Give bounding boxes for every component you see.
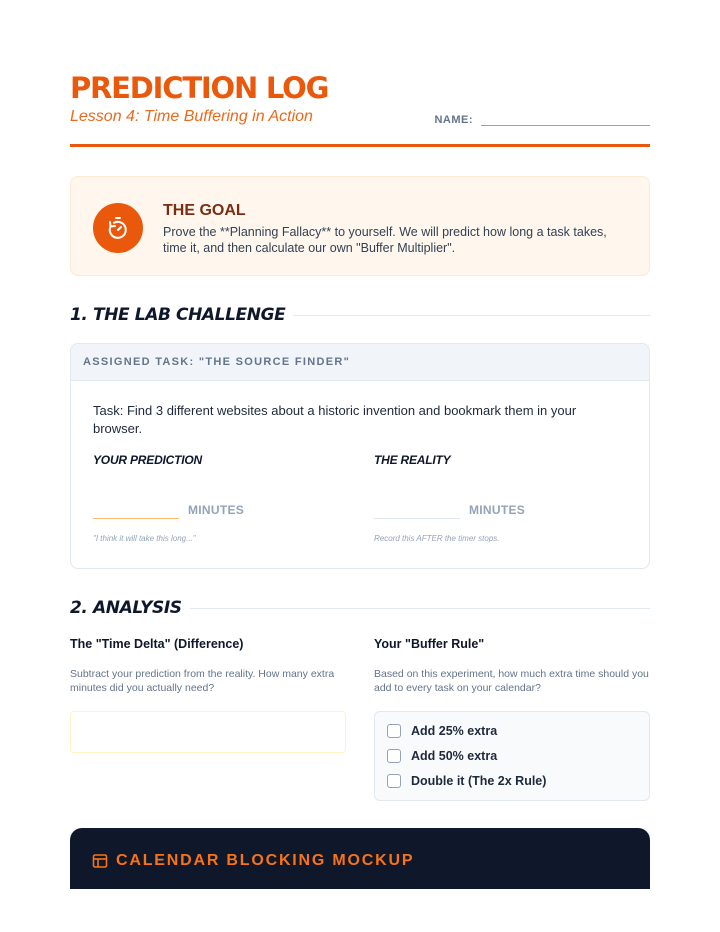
option-label: Add 25% extra xyxy=(411,724,498,738)
lab-challenge-card xyxy=(70,343,650,569)
page-title: PREDICTION LOG xyxy=(70,71,329,105)
option-50-percent[interactable] xyxy=(387,749,497,763)
section-analysis-heading xyxy=(70,598,650,618)
prediction-unit: MINUTES xyxy=(188,503,245,517)
section-lab-title: 1. THE LAB CHALLENGE xyxy=(70,305,286,325)
time-delta-input[interactable] xyxy=(70,711,346,753)
header-divider xyxy=(70,144,650,147)
option-label: Add 50% extra xyxy=(411,749,498,763)
checkbox[interactable] xyxy=(387,749,401,763)
stopwatch-icon xyxy=(93,203,143,253)
option-label: Double it (The 2x Rule) xyxy=(411,774,547,788)
page-subtitle: Lesson 4: Time Buffering in Action xyxy=(70,108,313,125)
buffer-rule-options xyxy=(374,711,650,801)
prediction-hint: "I think it will take this long..." xyxy=(93,534,196,543)
prediction-label: YOUR PREDICTION xyxy=(93,453,203,467)
reality-label: THE REALITY xyxy=(374,453,451,467)
reality-hint: Record this AFTER the timer stops. xyxy=(374,534,500,543)
time-delta-desc: Subtract your prediction from the reality. How many extra minutes did you actually need? xyxy=(70,668,335,694)
time-delta-label: The "Time Delta" (Difference) xyxy=(70,637,244,651)
name-label: NAME: xyxy=(434,114,473,126)
prediction-input[interactable] xyxy=(93,518,179,519)
goal-text: Prove the **Planning Fallacy** to yourself. We will predict how long a task takes, time it, and then calculate our own "Buffer Multiplier". xyxy=(163,225,607,255)
header xyxy=(70,70,650,126)
calendar-icon xyxy=(92,853,108,874)
option-double[interactable] xyxy=(387,774,546,788)
reality-unit: MINUTES xyxy=(469,503,526,517)
goal-callout xyxy=(70,176,650,276)
section-divider xyxy=(190,608,650,609)
goal-title: THE GOAL xyxy=(163,202,246,219)
reality-input[interactable] xyxy=(374,518,460,519)
section-divider xyxy=(293,315,650,316)
checkbox[interactable] xyxy=(387,724,401,738)
option-25-percent[interactable] xyxy=(387,724,497,738)
section-lab-heading xyxy=(70,305,650,325)
buffer-rule-desc: Based on this experiment, how much extra time should you add to every task on your calendar? xyxy=(374,668,649,694)
name-field-wrap xyxy=(434,110,650,126)
name-input-line[interactable] xyxy=(481,110,650,126)
buffer-rule-label: Your "Buffer Rule" xyxy=(374,637,485,651)
task-description: Task: Find 3 different websites about a historic invention and bookmark them in your browser. xyxy=(93,403,577,436)
checkbox[interactable] xyxy=(387,774,401,788)
section-analysis-title: 2. ANALYSIS xyxy=(70,598,182,618)
calendar-title: CALENDAR BLOCKING MOCKUP xyxy=(116,852,415,869)
assigned-task-header: ASSIGNED TASK: "THE SOURCE FINDER" xyxy=(71,344,649,381)
calendar-blocking-panel xyxy=(70,828,650,889)
